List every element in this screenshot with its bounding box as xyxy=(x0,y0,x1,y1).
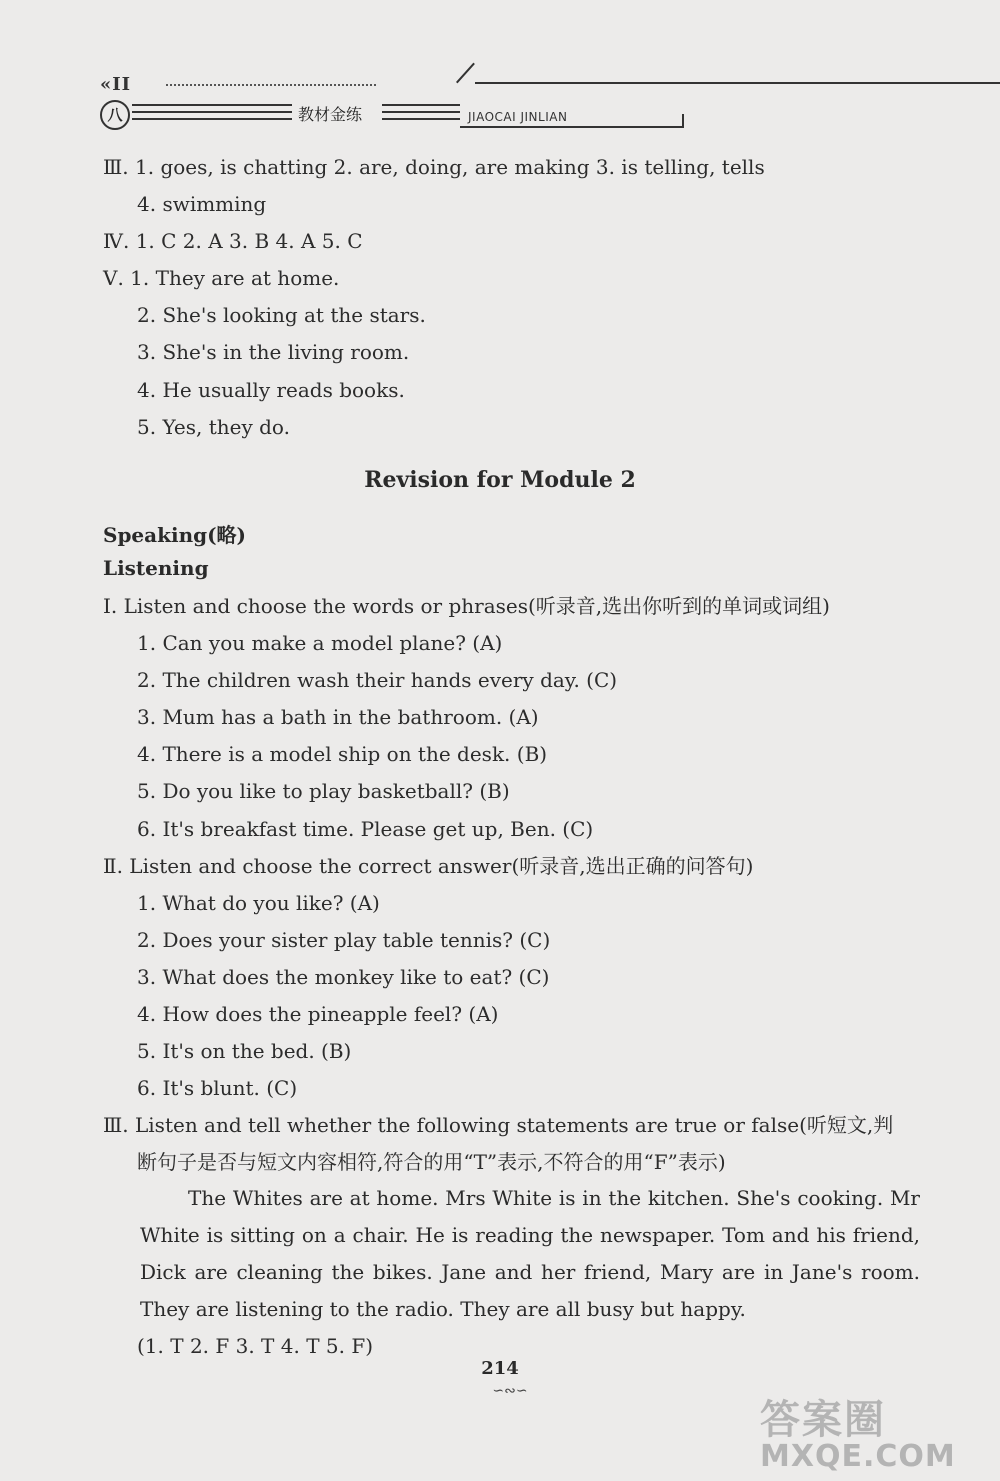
part2-title: Ⅱ. Listen and choose the correct answer(听录音,选出正确的问答句) xyxy=(103,854,754,878)
answer-line: 5. Yes, they do. xyxy=(137,415,290,439)
list-item: 1. What do you like? (A) xyxy=(137,891,380,915)
list-item: 5. Do you like to play basketball? (B) xyxy=(137,779,510,803)
list-item: 6. It's blunt. (C) xyxy=(137,1076,298,1100)
section-heading: Revision for Module 2 xyxy=(364,467,636,493)
list-item: 4. There is a model ship on the desk. (B) xyxy=(137,742,548,766)
watermark xyxy=(760,1388,956,1474)
answer-line: 4. He usually reads books. xyxy=(137,378,405,402)
header-subtitle: JIAOCAI JINLIAN xyxy=(468,110,568,124)
list-item: 2. Does your sister play table tennis? (C) xyxy=(137,928,551,952)
list-item: 2. The children wash their hands every day. (C) xyxy=(137,668,618,692)
part1-title: Ⅰ. Listen and choose the words or phrases(听录音,选出你听到的单词或词组) xyxy=(103,594,830,618)
list-item: 5. It's on the bed. (B) xyxy=(137,1039,352,1063)
speaking-label: Speaking(略) xyxy=(103,523,247,547)
header-dotted-line xyxy=(166,84,376,86)
watermark-cn: 答案圈 xyxy=(760,1397,886,1443)
listening-label: Listening xyxy=(103,556,209,580)
list-item: 1. Can you make a model plane? (A) xyxy=(137,631,503,655)
list-item: 6. It's breakfast time. Please get up, Ben. (C) xyxy=(137,817,594,841)
page-number: 214 xyxy=(481,1358,519,1379)
header-rule-mid xyxy=(382,104,460,125)
header-tick xyxy=(682,114,684,128)
list-item: 4. How does the pineapple feel? (A) xyxy=(137,1002,499,1026)
list-item: 3. Mum has a bath in the bathroom. (A) xyxy=(137,705,539,729)
header-arrows: «II xyxy=(100,74,132,95)
passage-text: The Whites are at home. Mrs White is in the kitchen. She's cooking. Mr White is sitting on a chair. He is reading the newspaper. Tom and his friend, Dick are cleaning the bikes. Jane and her friend, Mary are in Jane's room. They are listening to the radio. They are all busy but happy. xyxy=(140,1186,920,1321)
passage xyxy=(140,1180,920,1328)
header-base-line xyxy=(460,126,684,128)
answer-line: 2. She's looking at the stars. xyxy=(137,303,426,327)
header-slant-line xyxy=(456,63,475,84)
grade-badge: 八 xyxy=(100,100,130,130)
answer-line: Ⅳ. 1. C 2. A 3. B 4. A 5. C xyxy=(103,229,363,253)
header-rule-left xyxy=(132,104,292,125)
answer-line: 3. She's in the living room. xyxy=(137,340,410,364)
list-item: 3. What does the monkey like to eat? (C) xyxy=(137,965,550,989)
page-header xyxy=(100,70,1000,140)
answer-line: 4. swimming xyxy=(137,192,267,216)
part3-title-cont: 断句子是否与短文内容相符,符合的用“T”表示,不符合的用“F”表示) xyxy=(137,1150,726,1174)
header-top-line xyxy=(475,82,1000,84)
answer-key: (1. T 2. F 3. T 4. T 5. F) xyxy=(137,1334,374,1358)
answer-line: Ⅴ. 1. They are at home. xyxy=(103,266,340,290)
part3-title: Ⅲ. Listen and tell whether the following statements are true or false(听短文,判 xyxy=(103,1113,894,1137)
answer-line: Ⅲ. 1. goes, is chatting 2. are, doing, are making 3. is telling, tells xyxy=(103,155,765,179)
header-title: 教材金练 xyxy=(298,105,363,124)
ornament-icon: ∽∾∽ xyxy=(492,1383,528,1399)
watermark-url: MXQE.COM xyxy=(760,1439,956,1474)
